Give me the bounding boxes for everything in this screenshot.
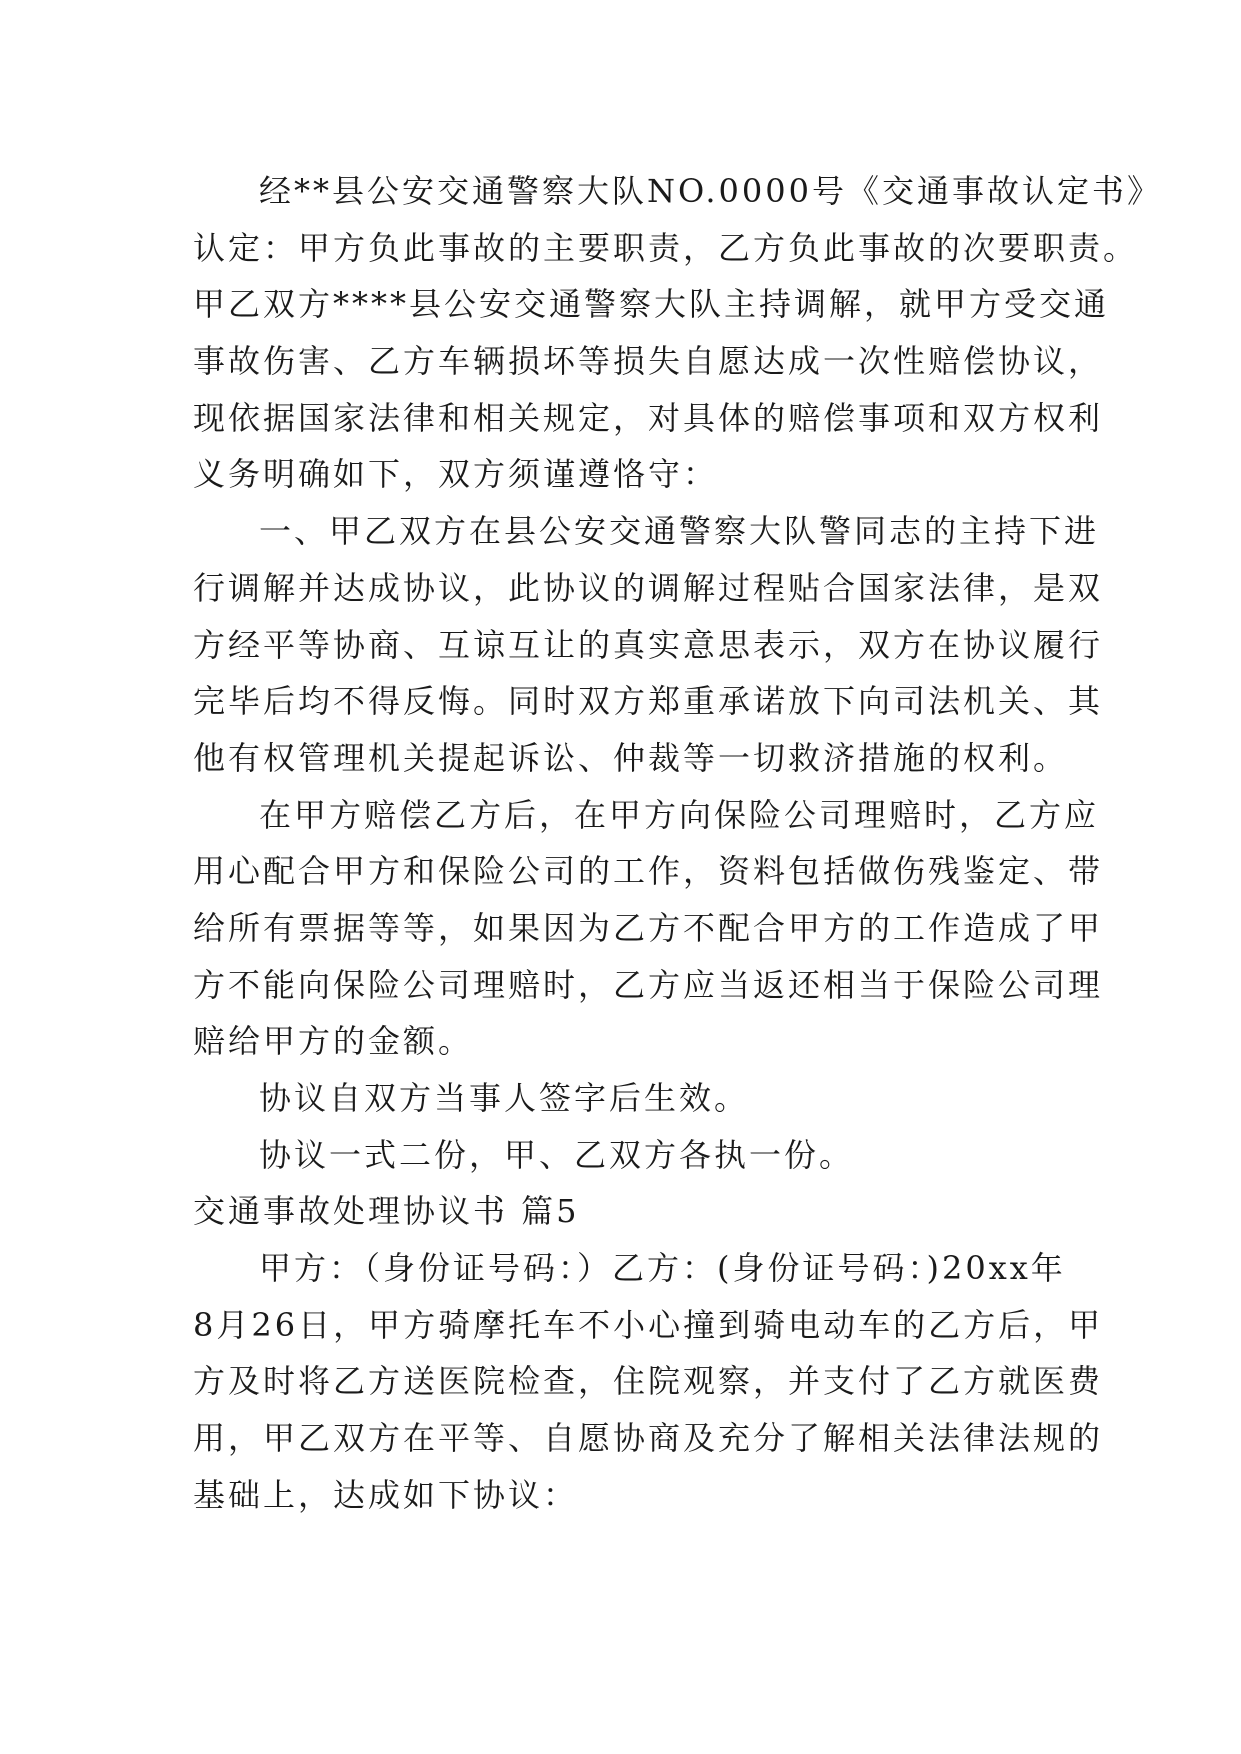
text-line: 一、甲乙双方在县公安交通警察大队警同志的主持下进 — [259, 512, 1100, 551]
text-line: 认定：甲方负此事故的主要职责，乙方负此事故的次要职责。 — [193, 228, 1139, 267]
text-line: 协议一式二份，甲、乙双方各执一份。 — [259, 1135, 855, 1174]
text-line: 方及时将乙方送医院检查，住院观察，并支付了乙方就医费 — [193, 1362, 1104, 1401]
text-line: 基础上，达成如下协议： — [193, 1475, 579, 1514]
text-line: 经**县公安交通警察大队NO.0000号《交通事故认定书》 — [259, 172, 1162, 210]
text-line: 给所有票据等等，如果因为乙方不配合甲方的工作造成了甲 — [193, 908, 1104, 947]
text-line: 他有权管理机关提起诉讼、仲裁等一切救济措施的权利。 — [193, 738, 1069, 777]
text-line: 赔给甲方的金额。 — [193, 1022, 474, 1061]
text-line: 甲乙双方****县公安交通警察大队主持调解，就甲方受交通 — [193, 285, 1110, 324]
text-line: 8月26日，甲方骑摩托车不小心撞到骑电动车的乙方后，甲 — [193, 1305, 1104, 1344]
text-line: 义务明确如下，双方须谨遵恪守： — [193, 455, 719, 494]
text-line: 行调解并达成协议，此协议的调解过程贴合国家法律，是双 — [193, 568, 1104, 607]
text-line: 方经平等协商、互谅互让的真实意思表示，双方在协议履行 — [193, 625, 1104, 664]
text-line: 甲方：（身份证号码：）乙方：(身份证号码：)20xx年 — [259, 1249, 1066, 1288]
text-line: 完毕后均不得反悔。同时双方郑重承诺放下向司法机关、其 — [193, 682, 1104, 721]
text-line: 协议自双方当事人签字后生效。 — [259, 1079, 750, 1117]
text-line: 在甲方赔偿乙方后，在甲方向保险公司理赔时，乙方应 — [259, 795, 1100, 834]
text-line: 用心配合甲方和保险公司的工作，资料包括做伤残鉴定、带 — [193, 852, 1104, 891]
text-line: 现依据国家法律和相关规定，对具体的赔偿事项和双方权利 — [193, 398, 1104, 437]
text-line: 交通事故处理协议书 篇5 — [193, 1192, 580, 1231]
text-line: 方不能向保险公司理赔时，乙方应当返还相当于保险公司理 — [193, 965, 1104, 1004]
document-body — [193, 163, 1162, 1524]
text-line: 用，甲乙双方在平等、自愿协商及充分了解相关法律法规的 — [193, 1419, 1104, 1458]
text-line: 事故伤害、乙方车辆损坏等损失自愿达成一次性赔偿协议， — [193, 342, 1104, 381]
